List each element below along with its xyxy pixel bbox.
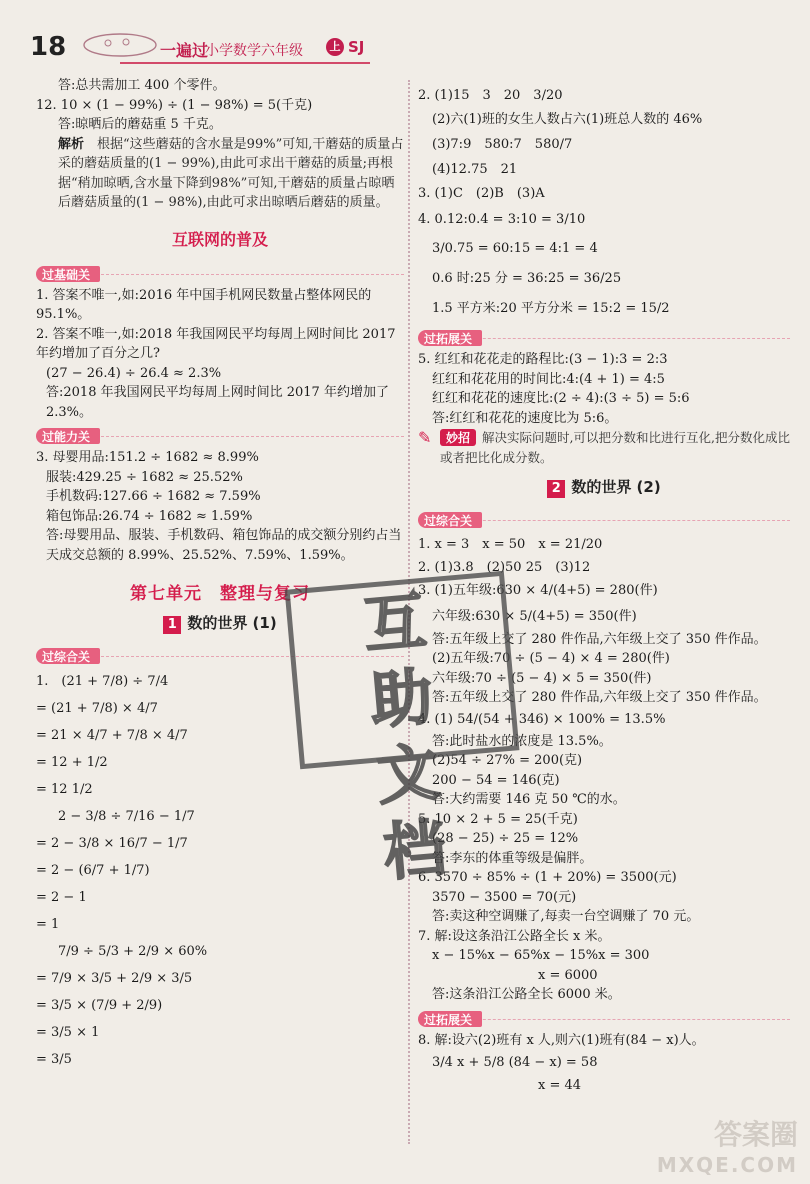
answer-line: 答:这条沿江公路全长 6000 米。 [432,987,621,1002]
tip-box [418,428,790,468]
answer-line: 0.6 时:25 分 = 36:25 = 36/25 [432,271,622,286]
calc-line: = 21 × 4/7 + 7/8 × 4/7 [36,728,188,743]
stamp-char: 助 [367,659,442,738]
answer-line: x = 44 [538,1078,582,1093]
answer-line: 答:总共需加工 400 个零件。 [58,78,226,93]
tag-row [36,422,404,448]
answer-line: (4)12.75 21 [432,162,518,177]
answer-line: 手机数码:127.66 ÷ 1682 ≈ 7.59% [46,489,261,504]
calc-line: 7/9 ÷ 5/3 + 2/9 × 60% [58,944,208,959]
calc-line: = 3/5 [36,1052,72,1067]
answer-line: 4. 0.12:0.4 = 3:10 = 3/10 [418,212,586,227]
answer-line: 红红和花花的速度比:(2 ÷ 4):(3 ÷ 5) = 5:6 [432,391,690,406]
calc-line: = 2 − 1 [36,890,87,905]
answer-line: (28 − 25) ÷ 25 = 12% [432,831,579,846]
answer-line: 答:卖这种空调赚了,每卖一台空调赚了 70 元。 [432,909,700,924]
answer-line: 3. (1)五年级:630 × 4/(4+5) = 280(件) [418,582,658,598]
answer-line: 答:此时盐水的浓度是 13.5%。 [432,733,612,749]
left-column [36,76,404,1073]
calc-line: 1. (21 + 7/8) ÷ 7/4 [36,674,169,689]
answer-line: 2. (1)3.8 (2)50 25 (3)12 [418,560,591,575]
brand-logo: 一遍过 [160,41,209,60]
answer-line: 8. 解:设六(2)班有 x 人,则六(1)班有(84 − x)人。 [418,1032,705,1048]
answer-line: 12. 10 × (1 − 99%) ÷ (1 − 98%) = 5(千克) [36,97,313,113]
answer-line: 5. 红红和花花走的路程比:(3 − 1):3 = 2:3 [418,352,668,367]
header-underline [120,62,370,64]
calc-line: = 3/5 × (7/9 + 2/9) [36,998,163,1013]
section-title: 互联网的普及 [171,229,268,249]
watermark-url: MXQE.COM [656,1153,798,1177]
tag-basic: 过基础关 [36,266,100,282]
watermark-title: 答案圈 [713,1118,798,1151]
answer-line: 3/4 x + 5/8 (84 − x) = 58 [432,1055,598,1070]
answer-line: 1. x = 3 x = 50 x = 21/20 [418,537,603,552]
lightbulb-icon: ✎ [418,428,432,447]
calc-line: = 3/5 × 1 [36,1025,100,1040]
answer-line: 答:五年级上交了 280 件作品,六年级上交了 350 件作品。 [432,690,767,705]
calc-line: = 1 [36,917,60,932]
volume-badge: 上 [326,38,344,56]
analysis-label: 解析 [58,136,85,152]
tag-expand: 过拓展关 [418,1011,482,1027]
answer-line: 7. 解:设这条沿江公路全长 x 米。 [418,928,611,944]
tag-row [418,1005,790,1031]
answer-line: 答:五年级上交了 280 件作品,六年级上交了 350 件作品。 [432,631,767,647]
answer-line: 六年级:70 ÷ (5 − 4) × 5 = 350(件) [432,670,652,686]
calc-line: = (21 + 7/8) × 4/7 [36,701,158,716]
tip-text: 解决实际问题时,可以把分数和比进行互化,把分数化成比或者把比化成分数。 [440,430,790,465]
answer-line: x = 6000 [538,967,598,983]
calc-line: = 12 + 1/2 [36,755,108,770]
unit-title: 第七单元 整理与复习 [130,584,310,604]
page-number: 18 [30,32,67,62]
answer-line: 4. (1) 54/(54 + 346) × 100% = 13.5% [418,711,666,727]
book-title: 小学数学六年级 [205,43,303,59]
calc-line: = 2 − 3/8 × 16/7 − 1/7 [36,836,188,851]
answer-line: 红红和花花用的时间比:4:(4 + 1) = 4:5 [432,371,665,387]
analysis-text [36,135,404,213]
stamp-char: 文 [374,734,449,814]
answer-line: 箱包饰品:26.74 ÷ 1682 ≈ 1.59% [46,508,253,524]
tag-row [36,260,404,286]
answer-line: 3/0.75 = 60:15 = 4:1 = 4 [432,241,598,256]
analysis-body: 根据“这些蘑菇的含水量是99%”可知,干蘑菇的质量占采的蘑菇质量的(1 − 99%),由此可求出干蘑菇的质量;再根据“稍加晾晒,含水量下降到98%”可知,干蘑菇的质量占晾晒后蘑菇质量的(1 − 98%),由此可求出晾晒后蘑菇的质量。 [58,136,404,210]
tag-row [418,324,790,350]
calc-line: = 12 1/2 [36,782,93,797]
answer-line: 2. (1)15 3 20 3/20 [418,88,563,103]
answer-line: 答:红红和花花的速度比为 5:6。 [432,410,618,426]
doodle-decoration-icon [80,30,160,60]
tag-comprehensive: 过综合关 [36,648,100,664]
answer-line: (2)54 ÷ 27% = 200(克) [432,753,583,768]
answer-line: 6. 3570 ÷ 85% ÷ (1 + 20%) = 3500(元) [418,870,677,885]
stamp-char: 互 [360,583,435,663]
answer-line: 答:李东的体重等级是偏胖。 [432,850,593,866]
answer-line: 1.5 平方米:20 平方分米 = 15:2 = 15/2 [432,301,670,316]
tag-expand: 过拓展关 [418,330,482,346]
answer-line: (2)六(1)班的女生人数占六(1)班总人数的 46% [432,112,703,127]
answer-line: 3. (1)C (2)B (3)A [418,186,545,201]
answer-line: 答:母婴用品、服装、手机数码、箱包饰品的成交额分别约占当天成交总额的 8.99%、25.52%、7.59%、1.59%。 [46,528,402,563]
answer-line: (3)7:9 580:7 580/7 [432,137,573,152]
tag-row [418,506,790,532]
calc-line: 2 − 3/8 ÷ 7/16 − 1/7 [58,809,195,824]
answer-line: 答:2018 年我国网民平均每周上网时间比 2017 年约增加了 2.3%。 [46,385,389,420]
lesson-number: 1 [163,616,181,634]
answer-line: 答:晾晒后的蘑菇重 5 千克。 [58,117,222,132]
answer-line: 1. 答案不唯一,如:2016 年中国手机网民数量占整体网民的 95.1%。 [36,287,372,322]
lesson-title [418,476,790,498]
lesson-name: 数的世界 (2) [571,478,661,496]
answer-line: 服装:429.25 ÷ 1682 ≈ 25.52% [46,469,243,485]
answer-line: (2)五年级:70 ÷ (5 − 4) × 4 = 280(件) [432,651,670,666]
lesson-number: 2 [547,480,565,498]
answer-line: 5. 10 × 2 + 5 = 25(千克) [418,811,578,827]
calc-line: = 2 − (6/7 + 1/7) [36,863,150,878]
answer-line: 200 − 54 = 146(克) [432,772,560,788]
tip-label: 妙招 [440,429,476,446]
tag-comprehensive: 过综合关 [418,512,482,528]
tag-ability: 过能力关 [36,428,100,444]
site-watermark [657,1120,798,1180]
stamp-char: 档 [380,810,455,890]
page-header [0,0,810,70]
lesson-name: 数的世界 (1) [187,614,277,632]
answer-line: 答:大约需要 146 克 50 ℃的水。 [432,792,626,807]
answer-line: (27 − 26.4) ÷ 26.4 ≈ 2.3% [46,365,222,381]
answer-line: 六年级:630 × 5/(4+5) = 350(件) [432,608,637,624]
edition-label: SJ [348,38,365,56]
answer-line: 3. 母婴用品:151.2 ÷ 1682 ≈ 8.99% [36,450,259,465]
answer-line: 2. 答案不唯一,如:2018 年我国网民平均每周上网时间比 2017 年约增加了百分之几? [36,326,396,361]
calc-line: = 7/9 × 3/5 + 2/9 × 3/5 [36,971,193,986]
answer-line: x − 15%x − 65%x − 15%x = 300 [432,948,650,963]
answer-line: 3570 − 3500 = 70(元) [432,889,577,905]
